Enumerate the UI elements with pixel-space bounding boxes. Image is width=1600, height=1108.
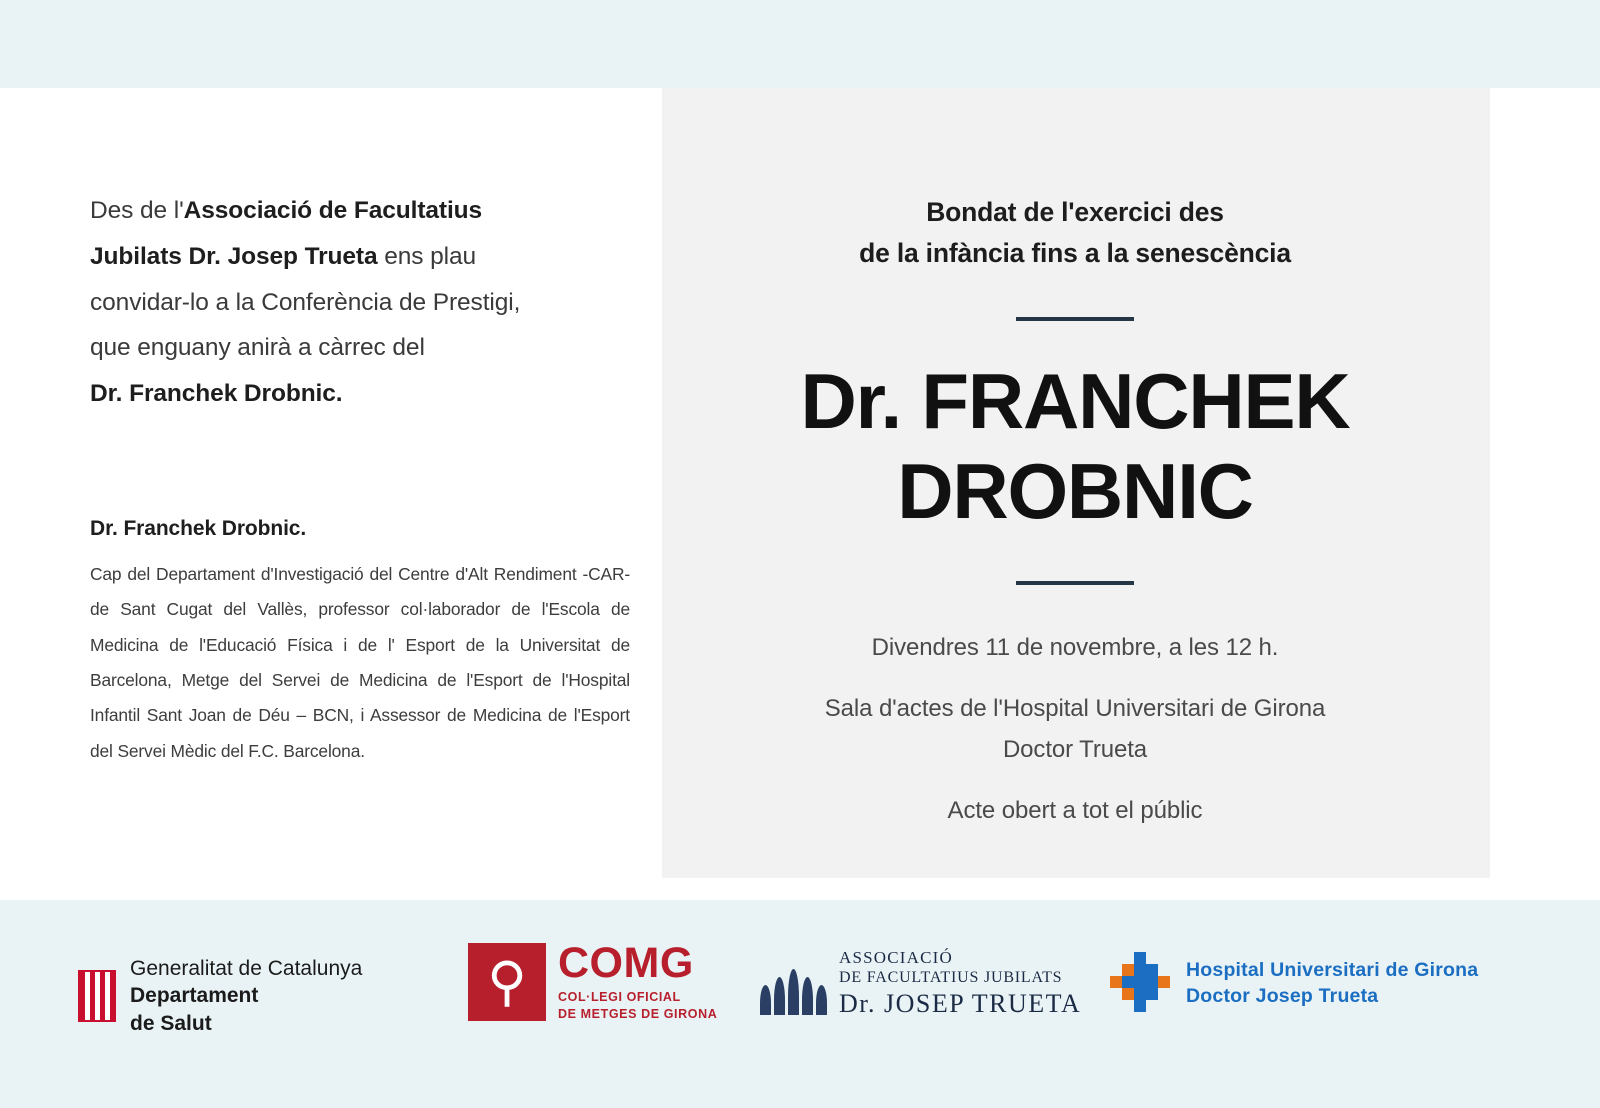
- invitation-association-name-2: Jubilats Dr. Josep Trueta: [90, 242, 378, 270]
- event-venue: [690, 688, 1460, 771]
- logo-generalitat-line-3: de Salut: [130, 1011, 212, 1035]
- invitation-association-name: Associació de Facultatius: [183, 197, 483, 224]
- logo-generalitat-catalunya: [78, 955, 362, 1037]
- logo-associacio-line-1: ASSOCIACIÓ: [839, 948, 954, 967]
- logo-comg-text: [558, 939, 718, 1023]
- logo-hospital-trueta: [1110, 952, 1478, 1014]
- speaker-bio-heading: Dr. Franchek Drobnic.: [90, 517, 307, 541]
- left-column: [90, 188, 635, 769]
- conference-topic-line-2: de la infància fins a la senescència: [859, 238, 1291, 269]
- logo-hospital-line-1: Hospital Universitari de Girona: [1186, 958, 1479, 981]
- logo-associacio-line-2: DE FACULTATIUS JUBILATS: [839, 969, 1063, 986]
- poster-stage: [0, 88, 1600, 900]
- hospital-cross-mosaic-icon: [1110, 952, 1172, 1014]
- snake-glyph-icon: ⚲: [487, 950, 527, 1014]
- footer-logo-band: [0, 900, 1600, 1108]
- logo-row: [0, 930, 1600, 1080]
- divider-rule-bottom: [1016, 581, 1134, 585]
- featured-speaker-line-1: Dr. FRANCHEK: [800, 357, 1350, 446]
- logo-comg-sub-line-2: DE METGES DE GIRONA: [558, 1006, 718, 1021]
- logo-comg-title: COMG: [558, 939, 694, 987]
- event-date: Divendres 11 de novembre, a les 12 h.: [871, 633, 1279, 661]
- event-venue-line-2: Doctor Trueta: [1002, 736, 1148, 764]
- featured-speaker-line-2: DROBNIC: [897, 446, 1253, 535]
- top-color-band: [0, 0, 1600, 88]
- conference-topic-line-1: Bondat de l'exercici des: [926, 197, 1224, 227]
- event-details: [690, 627, 1460, 832]
- event-venue-line-1: Sala d'actes de l'Hospital Universitari de Girona: [824, 694, 1326, 722]
- logo-associacio-text: [839, 948, 1081, 1019]
- conference-topic: [690, 192, 1460, 274]
- divider-rule-top: [1016, 317, 1134, 321]
- event-openness: Acte obert a tot el públic: [947, 797, 1203, 825]
- logo-comg-sub-line-1: COL·LEGI OFICIAL: [558, 990, 681, 1004]
- featured-speaker-name: [690, 357, 1460, 536]
- comg-asclepius-snake-icon: [468, 943, 546, 1021]
- logo-generalitat-line-2: Departament: [130, 984, 259, 1008]
- invitation-paragraph: Des de l'Associació de Facultatius Jubilats Dr. Josep Trueta ens plau convidar-lo a la Conferència de Prestigi, que enguany anirà a càrrec del Dr. Franchek Drobnic.: [90, 197, 521, 408]
- right-column: [690, 88, 1460, 878]
- panel-edge-gap: [648, 88, 662, 878]
- logo-generalitat-line-1: Generalitat de Catalunya: [130, 957, 363, 980]
- logo-hospital-line-2: Doctor Josep Trueta: [1186, 985, 1379, 1007]
- invitation-speaker-name: Dr. Franchek Drobnic.: [90, 380, 343, 408]
- columns-emblem-icon: [760, 969, 827, 1015]
- logo-associacio-line-3: Dr. JOSEP TRUETA: [839, 989, 1082, 1018]
- logo-associacio-facultatius: [760, 948, 1081, 1019]
- catalonia-flag-shield-icon: [78, 970, 116, 1022]
- logo-generalitat-text: [130, 955, 362, 1037]
- logo-hospital-text: [1186, 957, 1478, 1010]
- speaker-bio-text: Cap del Departament d'Investigació del Centre d'Alt Rendiment -CAR- de Sant Cugat del Vallès, professor col·laborador de l'Escola de Medicina de l'Educació Física i de l' Esport de la Universitat de Barcelona, Metge del Servei de Medicina de l'Esport de l'Hospital Infantil Sant Joan de Déu – BCN, i Assessor de Medicina de l'Esport del Servei Mèdic del F.C. Barcelona.: [90, 564, 630, 761]
- logo-comg-subtitle: [558, 989, 717, 1023]
- logo-comg: [468, 939, 718, 1023]
